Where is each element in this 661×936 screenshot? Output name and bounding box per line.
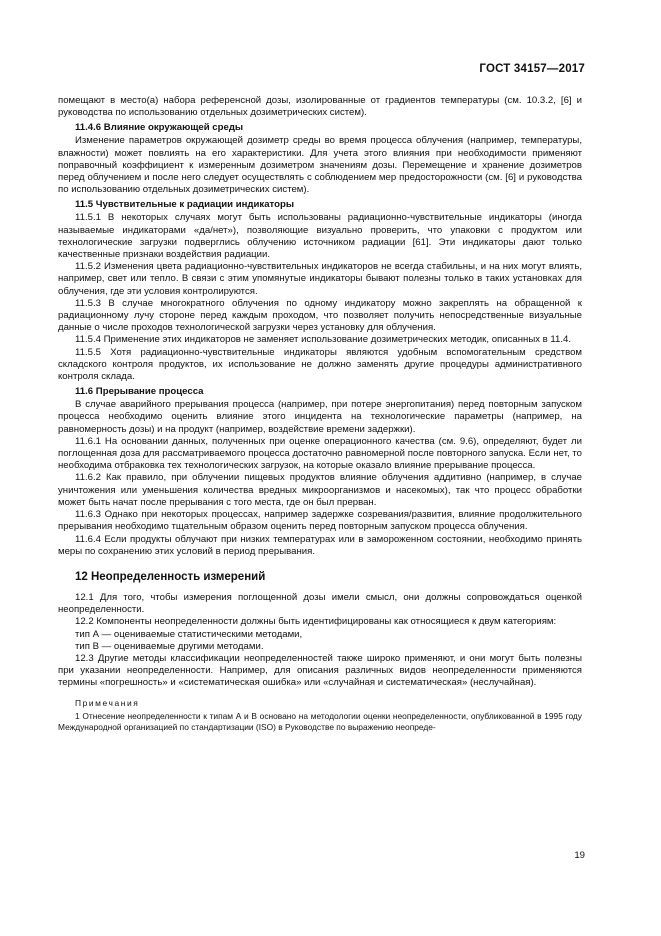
section-heading-12: 12 Неопределенность измерений: [75, 570, 266, 583]
notes-title: Примечания: [75, 697, 140, 708]
paragraph: 11.6.1 На основании данных, полученных при оценке операционного качества (см. 9.6), определяют, будет ли поглощенная доза для рассматриваемого процесса достаточно равномерной после повторного запуска. Если нет, то необходима отбраковка тех технологических загрузок, на которые оказало влияние прерывание процесса.: [58, 435, 582, 472]
list-item: тип В — оцениваемые другими методами.: [75, 640, 264, 652]
paragraph: помещают в место(а) набора референсной дозы, изолированные от градиентов температуры (см. 10.3.2, [6] и руководства по использованию отдельных дозиметрических систем).: [58, 95, 582, 119]
section-heading-11-6: 11.6 Прерывание процесса: [75, 386, 204, 398]
paragraph: 11.6.4 Если продукты облучают при низких температурах или в замороженном состоянии, необходимо принять меры по сохранению этих условий в период прерывания.: [58, 533, 582, 557]
paragraph: 12.3 Другие методы классификации неопределенностей также широко применяют, и они могут быть полезны при указании неопределенности. Например, для описания различных видов неопределенности применяются термины «погрешность» и «систематическая ошибка» или «случайная и систематическая» (неслучайная).: [58, 652, 582, 689]
page-number: 19: [574, 850, 585, 861]
paragraph: 11.5.1 В некоторых случаях могут быть использованы радиационно-чувствительные индикаторы (иногда называемые индикаторами «да/нет»), позволяющие визуально проверить, что упаковки с продуктом или технологические загрузки подверглись облучению источником радиации [61]. Эти индикаторы дают только качественные признаки воздействия радиации.: [58, 212, 582, 261]
note: 1 Отнесение неопределенности к типам А и В основано на методологии оценки неопределенности, опубликованной в 1995 году Международной организацией по стандартизации (ISO) в Руководстве по выражению неопреде-: [58, 710, 582, 732]
list-item: тип А — оцениваемые статистическими методами,: [75, 628, 303, 640]
paragraph: Изменение параметров окружающей дозиметр среды во время процесса облучения (например, температуры, влажности) может повлиять на его характеристики. Для учета этого влияния при необходимости применяют поправочный коэффициент к измеренным дозиметром значениям дозы. Перемещение и хранение дозиметров перед облучением и после него следует осуществлять с соблюдением мер предосторожности (см. [6] и руководства по использованию отдельных дозиметрических систем).: [58, 135, 582, 196]
paragraph: 12.1 Для того, чтобы измерения поглощенной дозы имели смысл, они должны сопровождаться оценкой неопределенности.: [58, 591, 582, 616]
document-code: ГОСТ 34157—2017: [479, 63, 585, 75]
paragraph: 11.5.2 Изменения цвета радиационно-чувствительных индикаторов не всегда стабильны, и на них могут влиять, например, свет или тепло. В связи с этим упомянутые индикаторы бывают полезны только в таких установках для облучения, где эти условия контролируются.: [58, 261, 582, 297]
paragraph: 12.2 Компоненты неопределенности должны быть идентифицированы как относящиеся к двум категориям:: [75, 616, 557, 628]
paragraph: 11.5.4 Применение этих индикаторов не заменяет использование дозиметрических методик, описанных в 11.4.: [75, 334, 572, 346]
section-heading-11-5: 11.5 Чувствительные к радиации индикаторы: [75, 199, 295, 211]
paragraph: 11.6.2 Как правило, при облучении пищевых продуктов влияние облучения аддитивно (например, в случае уничтожения или уменьшения количества вредных микроорганизмов и насекомых), так что процесс обработки может быть начат после прерывания с того места, где он был прерван.: [58, 472, 582, 508]
paragraph: 11.6.3 Однако при некоторых процессах, например задержке созревания/развития, влияние продолжительного прерывания необходимо тщательным образом оценить перед повторным запуском процесса облучения.: [58, 509, 582, 533]
document-body: [58, 95, 582, 733]
paragraph: 11.5.5 Хотя радиационно-чувствительные индикаторы являются удобным вспомогательным средством складского контроля продуктов, их использование не должно заменять другие процедуры административного контроля склада.: [58, 346, 582, 383]
paragraph: 11.5.3 В случае многократного облучения по одному индикатору можно закреплять на обращенной к радиационному лучу стороне перед каждым проходом, что позволяет получить непосредственные визуальные данные о числе проходов технологической загрузки через установку для облучения.: [58, 297, 582, 334]
paragraph: В случае аварийного прерывания процесса (например, при потере энергопитания) перед повторным запуском процесса необходимо оценить влияние этого инцидента на технологические параметры (например, на равномерность дозы) и на продукт (например, воздействие времени задержки).: [58, 399, 582, 435]
section-heading-11-4-6: 11.4.6 Влияние окружающей среды: [75, 122, 244, 134]
